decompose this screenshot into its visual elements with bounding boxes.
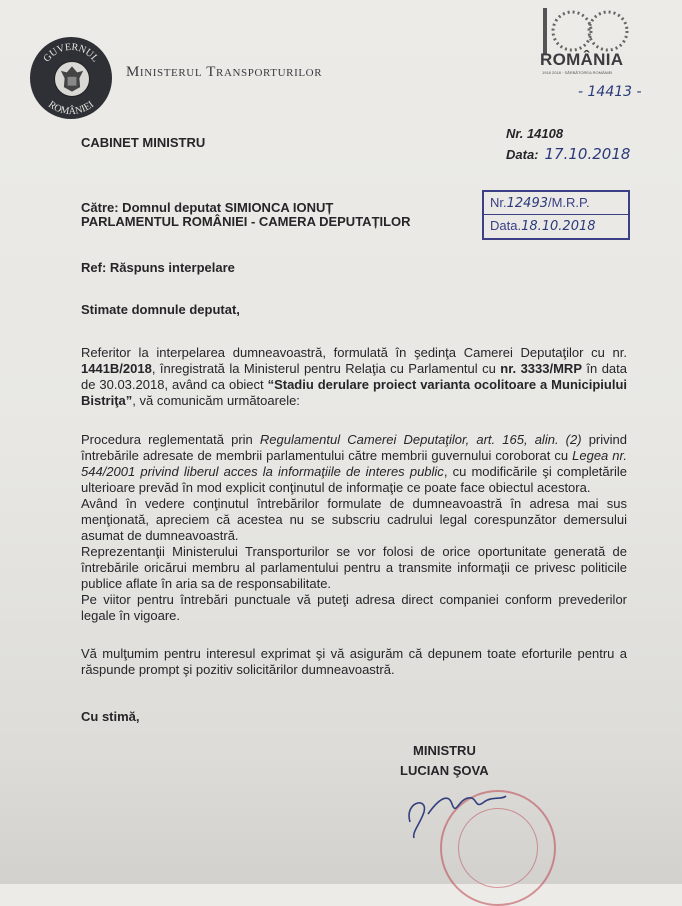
signatory-title: MINISTRU bbox=[413, 743, 476, 758]
stamp-date-prefix: Data. bbox=[490, 218, 522, 233]
handwritten-registration: - 14413 - bbox=[578, 84, 642, 100]
department: CABINET MINISTRU bbox=[81, 135, 206, 150]
centenary-logo-text: ROMÂNIA bbox=[540, 50, 624, 69]
registration-stamp bbox=[482, 190, 630, 240]
ministry-name: Ministerul Transporturilor bbox=[126, 64, 323, 80]
recipient-line: Către: Domnul deputat SIMIONCA IONUȚ bbox=[81, 200, 334, 215]
paragraph-2 bbox=[81, 432, 627, 624]
sentence: Reprezentanţii Ministerului Transporturilor se vor folosi de orice oportunitate generată de întrebările oricărui membru al parlamentului pentru a transmite informaţii ce privesc politicile publice aflate în aria sa de responsabilitate. bbox=[81, 544, 627, 591]
handwritten-signature bbox=[398, 782, 508, 842]
date-handwritten: 17.10.2018 bbox=[544, 145, 631, 163]
document-date bbox=[506, 145, 630, 163]
sentence: Având în vedere conţinutul întrebărilor formulate de dumneavoastră în adresa mai sus menţionată, apreciem că acestea nu se subscriu cadrului legal corespunzător demersului asumat de dumneavoastră. bbox=[81, 496, 627, 543]
stamp-number-suffix: /M.R.P. bbox=[547, 195, 590, 210]
text: în data de 30.03.2018, având ca obiect bbox=[81, 361, 627, 392]
seal-text-bottom: ROMÂNIEI bbox=[46, 99, 96, 118]
stamp-number-value: 12493 bbox=[506, 196, 548, 211]
reference: Ref: Răspuns interpelare bbox=[81, 260, 235, 275]
date-label: Data: bbox=[506, 147, 539, 162]
text: , înregistrată la Ministerul pentru Relaţia cu Parlamentul cu bbox=[151, 361, 501, 376]
text: privind întrebările adresate de membrii parlamentului către membrii guvernului coroborat cu bbox=[81, 432, 627, 463]
svg-text:GUVERNUL bbox=[41, 42, 100, 64]
signatory-name: LUCIAN ŞOVA bbox=[400, 763, 489, 778]
text-italic: Regulamentul Camerei Deputaţilor, art. 165, alin. (2) bbox=[259, 432, 582, 447]
text-bold: nr. 3333/MRP bbox=[500, 361, 582, 376]
text: , vă comunicăm următoarele: bbox=[132, 393, 300, 408]
recipient bbox=[81, 201, 411, 229]
text: Procedura reglementată prin bbox=[81, 432, 260, 447]
sentence: Pe viitor pentru întrebări punctuale vă puteţi adresa direct companiei conform prevederilor legale în vigoare. bbox=[81, 592, 627, 623]
seal-text-top: GUVERNUL bbox=[41, 41, 101, 65]
centenary-logo-subtext: 1918 2018 · SĂRBĂTOREA ROMÂNIEI bbox=[542, 70, 613, 75]
stamp-number bbox=[484, 192, 628, 215]
stamp-number-prefix: Nr. bbox=[490, 195, 507, 210]
greeting: Stimate domnule deputat, bbox=[81, 302, 240, 317]
recipient-line: PARLAMENTUL ROMÂNIEI - CAMERA DEPUTAȚILOR bbox=[81, 214, 411, 229]
government-seal bbox=[30, 37, 112, 119]
text-italic: Legea nr. 544/2001 privind liberul acces la informaţiile de interes public bbox=[81, 448, 627, 479]
svg-text:ROMÂNIEI bbox=[46, 99, 96, 117]
paragraph-1 bbox=[81, 345, 627, 409]
sentence bbox=[81, 432, 627, 496]
stamp-date-value: 18.10.2018 bbox=[521, 219, 596, 234]
text-bold: 1441B/2018 bbox=[81, 361, 152, 376]
stamp-date bbox=[484, 215, 628, 237]
closing: Cu stimă, bbox=[81, 709, 140, 724]
text-bold: “Stadiu derulare proiect varianta ocolitoare a Municipiului Bistriţa” bbox=[81, 377, 627, 408]
document-number: Nr. 14108 bbox=[506, 126, 564, 141]
paragraph-3: Vă mulţumim pentru interesul exprimat şi vă asigurăm că depunem toate eforturile pentru a răspunde prompt şi pozitiv solicitărilor dumneavoastră. bbox=[81, 646, 627, 677]
text: Referitor la interpelarea dumneavoastră, formulată în şedinţa Camerei Deputaţilor cu nr. bbox=[81, 345, 627, 360]
text: , cu modificările şi completările ulterioare prevăd în mod explicit conţinutul de informaţie ce poate face obiectul acestora. bbox=[81, 464, 627, 495]
